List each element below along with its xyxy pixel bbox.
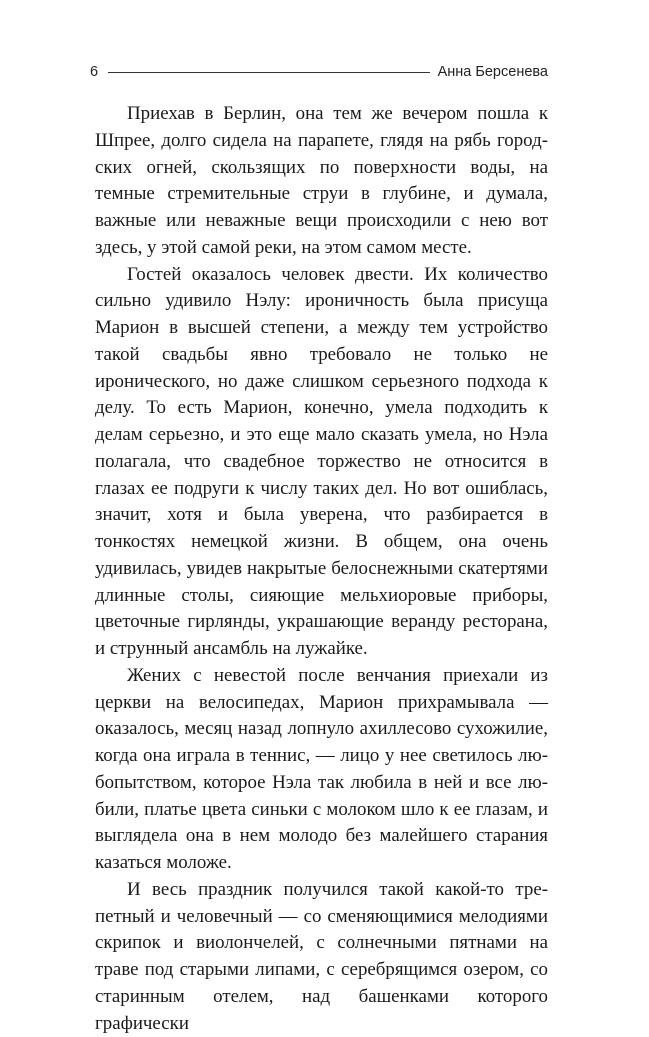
paragraph: Гостей оказалось человек двести. Их количество сильно удивило Нэлу: ироничность была присуща Марион в высшей степени, а между тем устройство такой свадьбы явно требовало не только не иронического, но даже слишком серьезного подхода к делу. То есть Марион, конечно, умела подходить к делам серьезно, и это еще мало сказать умела, но Нэла полагала, что свадебное торжество не относится в глазах ее подруги к числу таких дел. Но вот ошиблась, значит, хотя и была уверена, что разбирается в тонкостях немецкой жизни. В общем, она очень удивилась, увидев накрытые белоснежными скатертями длинные столы, сияющие мельхиоровые приборы, цветочные гирлянды, украшающие веранду ресторана, и струнный ансамбль на лужайке. — [95, 263, 548, 659]
running-head — [90, 62, 548, 82]
page-number: 6 — [90, 64, 99, 80]
paragraph: И весь праздник получился такой какой-то трепетный и человечный — со сменяющимися мелодиями скрипок и виолончелей, с солнечными пятнами на траве под старыми липами, с серебрящимся озером, со старинным отелем, над башенками которого графически — [95, 878, 548, 1034]
header-rule — [108, 72, 430, 73]
paragraph: Приехав в Берлин, она тем же вечером пошла к Шпрее, долго сидела на парапете, глядя на рябь городских огней, скользящих по поверхности воды, на темные стремительные струи в глубине, и думала, важные или неважные вещи происходили с нею вот здесь, у этой самой реки, на этом самом месте. — [95, 103, 548, 258]
paragraph: Жених с невестой после венчания приехали из церкви на велосипедах, Марион прихрамывала — оказалось, месяц назад лопнуло ахиллесово сухожилие, когда она играла в теннис, — лицо у нее светилось любопытством, которое Нэла так любила в ней и все любили, платье цвета синьки с молоком шло к ее глазам, и выглядела она в нем молодо без малейшего старания казаться моложе. — [95, 664, 548, 873]
body-text — [95, 101, 548, 1037]
running-head-author: Анна Берсенева — [437, 64, 548, 80]
